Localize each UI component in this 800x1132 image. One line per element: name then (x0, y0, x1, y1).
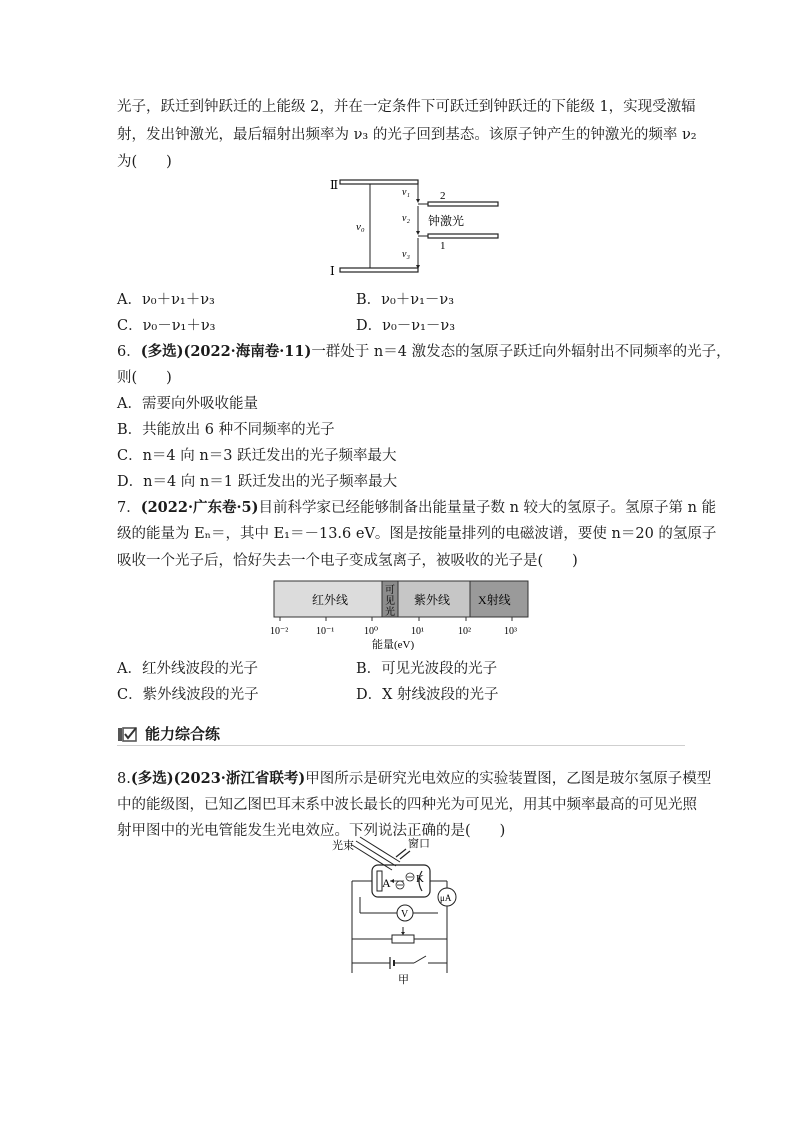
anode-label: A (382, 876, 391, 890)
q6-stem-1 (117, 342, 731, 362)
q7-stem-1 (117, 498, 716, 518)
tick-label-4: 10² (458, 626, 471, 637)
nu1-label: ν₁ (402, 187, 410, 198)
level-1-label: 1 (440, 240, 446, 252)
q5-option-d[interactable]: D．ν₀－ν₁－ν₃ (356, 318, 456, 334)
q8-stem-1 (117, 769, 711, 789)
cathode-label: K (416, 873, 424, 885)
q6-stem-2: 则( ) (117, 370, 172, 386)
section-header (117, 723, 220, 744)
q7-stem-3: 吸收一个光子后，恰好失去一个电子变成氢离子，被吸收的光子是( ) (117, 553, 578, 569)
beam-label: 光束 (332, 840, 354, 852)
q7-option-b[interactable]: B．可见光波段的光子 (356, 661, 498, 677)
ammeter-label: μA (440, 893, 452, 903)
tick-label-3: 10¹ (411, 626, 424, 637)
nu0-label: ν₀ (356, 221, 365, 233)
q6-number: 6． (117, 344, 141, 360)
tick-label-2: 10⁰ (364, 626, 379, 637)
q6-stem-text: 一群处于 n＝4 激发态的氢原子跃迁向外辐射出不同频率的光子， (311, 344, 731, 360)
level-bottom-label: Ⅰ (330, 264, 335, 278)
level-top-label: Ⅱ (330, 178, 339, 192)
nu3-label: ν₃ (402, 249, 410, 260)
section-divider (117, 745, 685, 746)
intro-line-1: 光子，跃迁到钟跃迁的上能级 2，并在一定条件下可跃迁到钟跃迁的下能级 1，实现受激辐 (117, 99, 696, 115)
voltmeter-label: V (401, 909, 409, 920)
q6-option-a[interactable]: A．需要向外吸收能量 (117, 396, 258, 412)
q8-source-tag: (多选)(2023·浙江省联考) (130, 770, 306, 787)
q7-stem-text: 目前科学家已经能够制备出能量量子数 n 较大的氢原子。氢原子第 n 能 (258, 500, 717, 516)
q8-number: 8. (117, 771, 131, 787)
q6-option-c[interactable]: C．n＝4 向 n＝3 跃迁发出的光子频率最大 (117, 448, 397, 464)
q5-option-a[interactable]: A．ν₀＋ν₁＋ν₃ (117, 292, 215, 308)
section-title: 能力综合练 (145, 725, 221, 743)
tick-label-5: 10³ (504, 626, 517, 637)
band-label-xray: X射线 (478, 593, 511, 607)
figure-caption: 甲 (398, 974, 409, 985)
q5-option-b[interactable]: B．ν₀＋ν₁－ν₃ (356, 292, 455, 308)
q8-stem-2: 中的能级图，已知乙图巴耳末系中波长最长的四种光为可见光，用其中频率最高的可见光照 (117, 797, 697, 813)
q6-option-d[interactable]: D．n＝4 向 n＝1 跃迁发出的光子频率最大 (117, 474, 398, 490)
q7-source-tag: (2022·广东卷·5) (140, 499, 259, 516)
q7-stem-2: 级的能量为 Eₙ＝，其中 E₁＝－13.6 eV。图是按能量排列的电磁波谱，要使 n＝20 的氢原子 (117, 526, 717, 542)
axis-label: 能量(eV) (372, 639, 415, 650)
band-label-visible-1: 可 (385, 585, 395, 596)
svg-text:光: 光 (385, 607, 395, 618)
level-2-label: 2 (440, 190, 446, 202)
photoelectric-circuit-figure (330, 835, 470, 985)
window-label: 窗口 (408, 838, 430, 850)
tick-label-0: 10⁻² (270, 626, 289, 637)
intro-line-2: 射，发出钟激光，最后辐射出频率为 ν₃ 的光子回到基态。该原子钟产生的钟激光的频率 ν₂ (117, 127, 697, 143)
checkbox-pencil-icon (117, 725, 139, 743)
laser-label: 钟激光 (428, 214, 465, 228)
q7-option-c[interactable]: C．紫外线波段的光子 (117, 687, 259, 703)
spectrum-figure (268, 578, 538, 650)
nu2-label: ν₂ (402, 213, 410, 224)
q8-stem-text: 甲图所示是研究光电效应的实验装置图，乙图是玻尔氢原子模型 (305, 771, 712, 787)
band-label-infrared: 红外线 (312, 593, 349, 607)
energy-level-figure (320, 175, 500, 280)
q8-stem-3: 射甲图中的光电管能发生光电效应。下列说法正确的是( ) (117, 823, 506, 839)
q5-option-c[interactable]: C．ν₀－ν₁＋ν₃ (117, 318, 216, 334)
q7-option-a[interactable]: A．红外线波段的光子 (117, 661, 258, 677)
band-label-ultraviolet: 紫外线 (414, 593, 451, 607)
q7-number: 7． (117, 500, 141, 516)
tick-label-1: 10⁻¹ (316, 626, 335, 637)
svg-text:见: 见 (385, 596, 395, 607)
q6-source-tag: (多选)(2022·海南卷·11) (140, 343, 312, 360)
q6-option-b[interactable]: B．共能放出 6 种不同频率的光子 (117, 422, 335, 438)
intro-line-3: 为( ) (117, 154, 172, 170)
q7-option-d[interactable]: D．X 射线波段的光子 (356, 687, 499, 703)
